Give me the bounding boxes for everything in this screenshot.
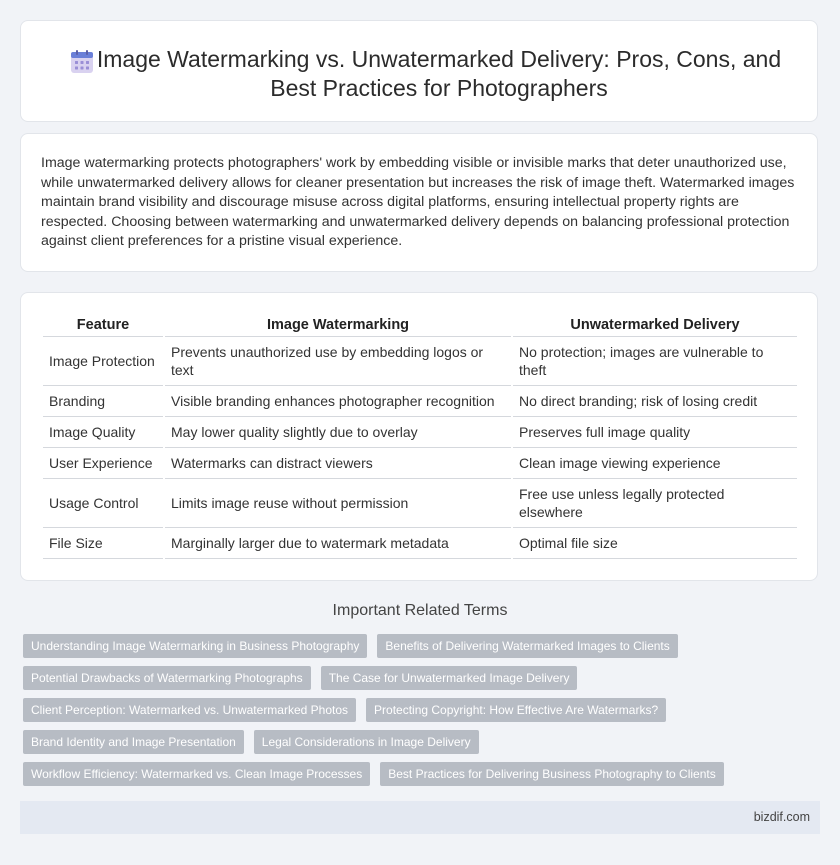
table-row xyxy=(43,386,797,417)
feature-cell: File Size xyxy=(43,528,163,559)
related-term-tag[interactable]: The Case for Unwatermarked Image Delivery xyxy=(321,666,578,690)
feature-cell: Branding xyxy=(43,386,163,417)
related-term-tag[interactable]: Protecting Copyright: How Effective Are Watermarks? xyxy=(366,698,666,722)
related-term-tag[interactable]: Legal Considerations in Image Delivery xyxy=(254,730,479,754)
related-term-tag[interactable]: Potential Drawbacks of Watermarking Photographs xyxy=(23,666,311,690)
unwatermarked-cell: Free use unless legally protected elsewhere xyxy=(513,479,797,528)
calendar-icon xyxy=(69,49,95,75)
unwatermarked-cell: Optimal file size xyxy=(513,528,797,559)
title-card xyxy=(20,20,818,122)
watermarking-cell: Visible branding enhances photographer recognition xyxy=(165,386,511,417)
intro-card xyxy=(20,133,818,272)
related-terms-list xyxy=(23,634,823,794)
header-feature: Feature xyxy=(43,317,163,337)
title-wrap xyxy=(61,45,797,103)
table-row xyxy=(43,448,797,479)
feature-cell: Usage Control xyxy=(43,479,163,528)
watermarking-cell: Marginally larger due to watermark metadata xyxy=(165,528,511,559)
footer xyxy=(20,801,820,834)
unwatermarked-cell: No protection; images are vulnerable to theft xyxy=(513,337,797,386)
unwatermarked-cell: Preserves full image quality xyxy=(513,417,797,448)
watermarking-cell: Limits image reuse without permission xyxy=(165,479,511,528)
watermarking-cell: Prevents unauthorized use by embedding logos or text xyxy=(165,337,511,386)
table-row xyxy=(43,479,797,528)
table-header-row xyxy=(43,317,797,337)
watermarking-cell: Watermarks can distract viewers xyxy=(165,448,511,479)
page-title: Image Watermarking vs. Unwatermarked Delivery: Pros, Cons, and Best Practices for Photographers xyxy=(96,46,782,101)
related-term-tag[interactable]: Client Perception: Watermarked vs. Unwatermarked Photos xyxy=(23,698,356,722)
comparison-table xyxy=(41,317,799,559)
header-watermarking: Image Watermarking xyxy=(165,317,511,337)
related-term-tag[interactable]: Workflow Efficiency: Watermarked vs. Clean Image Processes xyxy=(23,762,370,786)
related-term-tag[interactable]: Best Practices for Delivering Business Photography to Clients xyxy=(380,762,724,786)
feature-cell: User Experience xyxy=(43,448,163,479)
watermarking-cell: May lower quality slightly due to overlay xyxy=(165,417,511,448)
site-credit[interactable]: bizdif.com xyxy=(753,810,810,824)
table-row xyxy=(43,337,797,386)
feature-cell: Image Quality xyxy=(43,417,163,448)
related-term-tag[interactable]: Understanding Image Watermarking in Business Photography xyxy=(23,634,367,658)
table-row xyxy=(43,417,797,448)
table-row xyxy=(43,528,797,559)
related-terms-heading: Important Related Terms xyxy=(332,602,508,619)
related-term-tag[interactable]: Benefits of Delivering Watermarked Images to Clients xyxy=(377,634,677,658)
comparison-card xyxy=(20,292,818,581)
unwatermarked-cell: No direct branding; risk of losing credit xyxy=(513,386,797,417)
related-term-tag[interactable]: Brand Identity and Image Presentation xyxy=(23,730,244,754)
feature-cell: Image Protection xyxy=(43,337,163,386)
intro-paragraph: Image watermarking protects photographers' work by embedding visible or invisible marks that deter unauthorized use, while unwatermarked delivery allows for cleaner presentation but increases the risk of image theft. Watermarked images maintain brand visibility and discourage misuse across digital platforms, ensuring intellectual property rights are respected. Choosing between watermarking and unwatermarked delivery depends on balancing professional protection against client preferences for a pristine visual experience. xyxy=(41,155,795,249)
header-unwatermarked: Unwatermarked Delivery xyxy=(513,317,797,337)
unwatermarked-cell: Clean image viewing experience xyxy=(513,448,797,479)
